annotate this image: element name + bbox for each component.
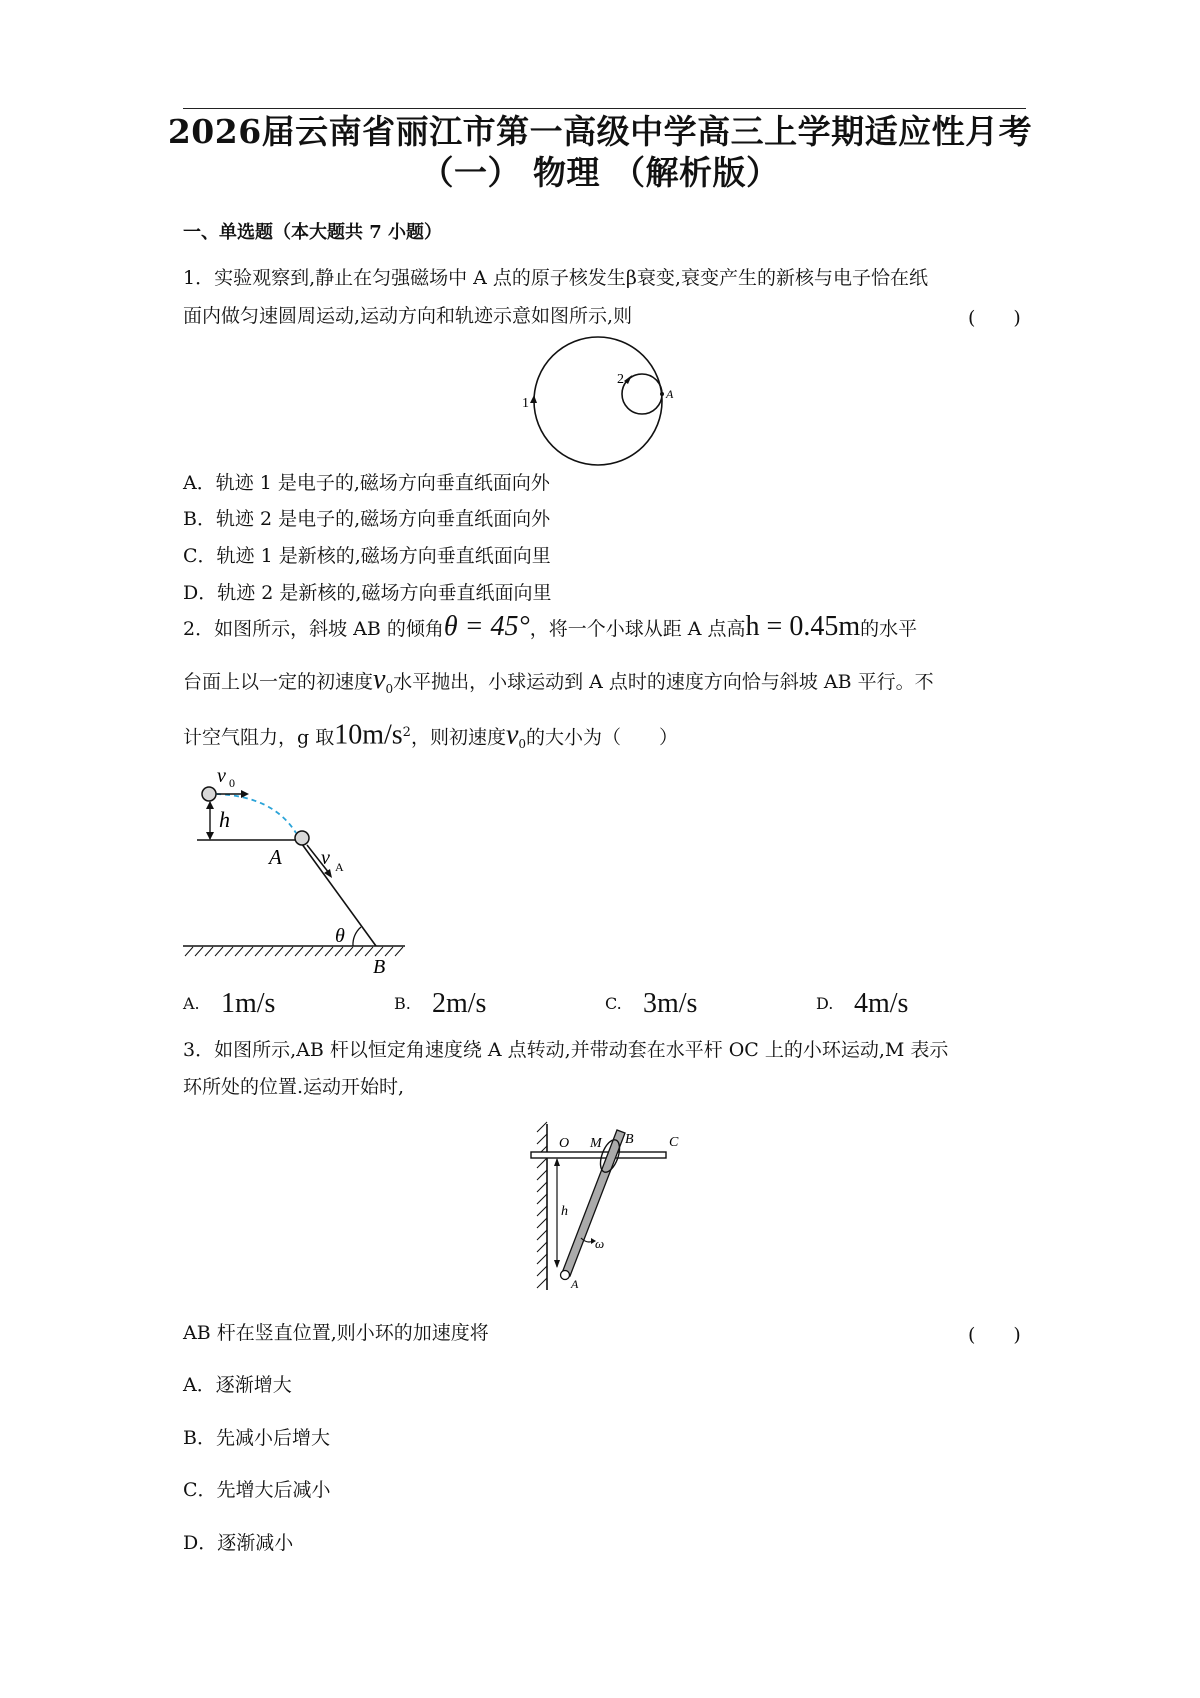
q3-option-d: D．逐渐减小 — [183, 1532, 294, 1554]
q3-option-b: B．先减小后增大 — [183, 1427, 330, 1449]
q3-stem-line2: 环所处的位置.运动开始时, — [183, 1076, 405, 1098]
q1-option-b: B．轨迹 2 是电子的,磁场方向垂直纸面向外 — [183, 508, 551, 530]
q2-sub: 0 — [385, 681, 394, 696]
point-A-label: A — [666, 387, 674, 401]
q2-text: ，将一个小球从距 A 点高 — [529, 618, 746, 640]
section-heading: 一、单选题（本大题共 7 小题） — [183, 222, 443, 243]
label-A: A — [269, 845, 282, 869]
label-h: h — [561, 1204, 568, 1219]
label-vA: v — [321, 847, 330, 869]
q2-option-d-label: D. — [816, 994, 834, 1013]
q2-option-b-value: 2m/s — [432, 988, 487, 1019]
q1-option-d: D．轨迹 2 是新核的,磁场方向垂直纸面向里 — [183, 582, 552, 604]
q2-math-h: h = 0.45m — [745, 611, 861, 642]
label-theta: θ — [335, 925, 345, 947]
point-A — [660, 392, 664, 396]
track-2-label: 2 — [617, 372, 624, 387]
q2-options — [183, 988, 983, 1028]
q2-text: 的大小为（ ） — [526, 726, 679, 749]
q3-figure — [525, 1118, 690, 1298]
q2-text: ，则初速度 — [410, 726, 506, 749]
q3-option-c: C．先增大后减小 — [183, 1479, 331, 1501]
track-1-label: 1 — [522, 396, 529, 411]
q2-option-c-label: C. — [605, 994, 622, 1013]
q2-stem-line3 — [183, 720, 678, 757]
rod-OC — [531, 1152, 666, 1158]
label-omega: ω — [595, 1236, 605, 1251]
q1-stem-line2: 面内做匀速圆周运动,运动方向和轨迹示意如图所示,则 — [183, 305, 633, 327]
track-1-arrow — [530, 395, 537, 403]
q1-option-c: C．轨迹 1 是新核的,磁场方向垂直纸面向里 — [183, 545, 551, 567]
label-C: C — [669, 1135, 679, 1150]
page-subtitle: （一） 物理 （解析版） — [420, 153, 780, 192]
pivot-A — [561, 1271, 570, 1280]
ground-hatching — [185, 947, 403, 956]
angle-arc — [353, 927, 361, 946]
q2-text: 台面上以一定的初速度 — [183, 671, 374, 693]
q2-option-a-value: 1m/s — [221, 988, 276, 1019]
label-v0: v — [217, 765, 226, 787]
q2-text: 的水平 — [860, 618, 918, 640]
q3-stem-line3: AB 杆在竖直位置,则小环的加速度将 — [183, 1322, 489, 1344]
q3-stem-line1: 3．如图所示,AB 杆以恒定角速度绕 A 点转动,并带动套在水平杆 OC 上的小环运动,M 表示 — [183, 1039, 949, 1061]
q2-math-g: 10m/s — [334, 719, 403, 751]
q2-math-v0: v — [373, 664, 386, 695]
label-M: M — [590, 1136, 602, 1151]
track-1-circle — [534, 337, 662, 465]
q2-math-v0b: v — [505, 719, 519, 751]
label-B: B — [373, 956, 386, 978]
q2-sup: 2 — [402, 725, 411, 740]
label-v0-sub: 0 — [229, 776, 235, 790]
q3-answer-blank: ( ) — [968, 1324, 1021, 1346]
q2-option-c-value: 3m/s — [643, 988, 698, 1019]
page-title: 2026届云南省丽江市第一高级中学高三上学期适应性月考 — [167, 112, 1033, 151]
q2-text: 计空气阻力，g 取 — [183, 726, 335, 749]
q2-option-d-value: 4m/s — [854, 988, 909, 1019]
q1-answer-blank: ( ) — [968, 307, 1021, 329]
q2-option-b-label: B. — [394, 994, 411, 1013]
header-rule — [183, 108, 1026, 109]
label-O: O — [559, 1136, 570, 1151]
label-vA-sub: A — [335, 860, 344, 874]
q1-figure — [520, 335, 680, 470]
q2-stem-line2 — [183, 664, 934, 702]
q2-text: 水平抛出，小球运动到 A 点时的速度方向恰与斜坡 AB 平行。不 — [393, 671, 934, 693]
q2-option-a-label: A. — [183, 994, 200, 1013]
ball-start — [202, 787, 216, 801]
q2-text: 2．如图所示，斜坡 AB 的倾角 — [183, 618, 444, 640]
q2-sub: 0 — [518, 737, 527, 752]
ball-at-A — [295, 831, 309, 845]
q2-stem-line1 — [183, 611, 918, 642]
q2-math-theta: θ = 45° — [443, 611, 530, 642]
label-B: B — [625, 1132, 634, 1147]
q3-option-a: A．逐渐增大 — [183, 1374, 292, 1396]
label-A: A — [571, 1277, 579, 1291]
wall-hatching — [537, 1122, 547, 1288]
label-h: h — [219, 807, 230, 832]
q1-option-a: A．轨迹 1 是电子的,磁场方向垂直纸面向外 — [183, 472, 550, 494]
q2-figure — [183, 760, 413, 985]
q1-stem-line1: 1．实验观察到,静止在匀强磁场中 A 点的原子核发生β衰变,衰变产生的新核与电子恰在纸 — [183, 267, 928, 289]
